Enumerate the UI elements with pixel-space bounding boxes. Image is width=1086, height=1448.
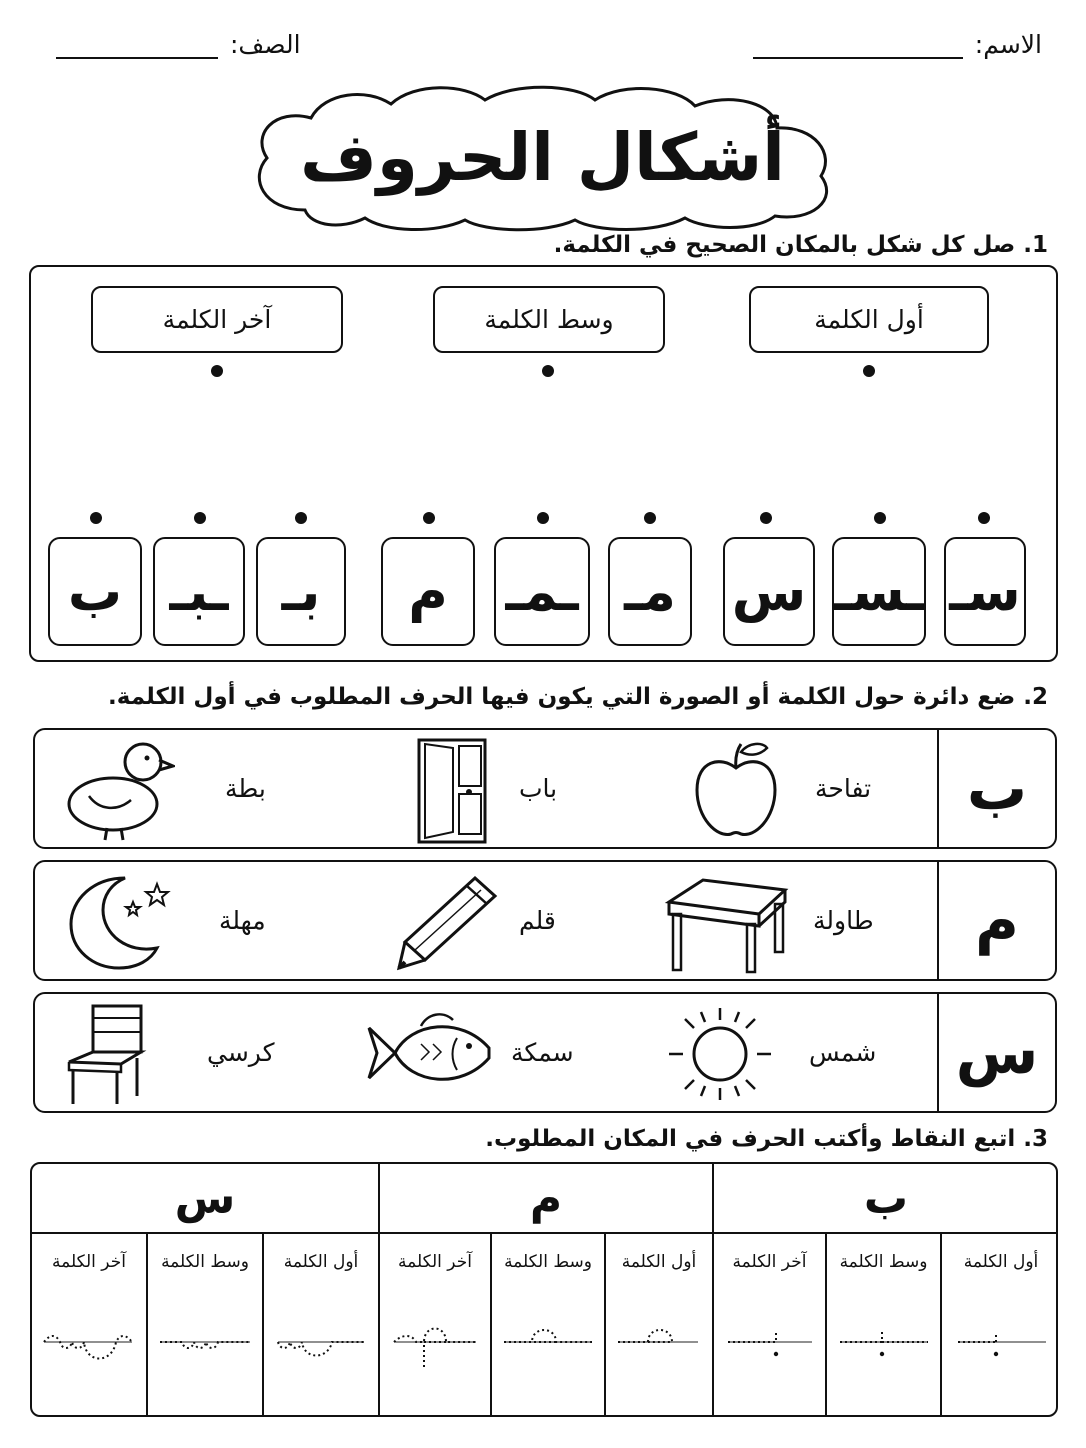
class-field[interactable] (56, 30, 301, 59)
moon-icon[interactable] (65, 872, 173, 972)
tile-dot[interactable] (537, 512, 549, 524)
letter-tile: بـ (256, 537, 346, 646)
trace-meem-initial (618, 1330, 672, 1342)
duck-icon[interactable] (59, 736, 175, 844)
position-box-middle: وسط الكلمة (433, 286, 665, 353)
instruction-3: 3. اتبع النقاط وأكتب الحرف في المكان المطلوب. (485, 1126, 1048, 1152)
connect-dot-last[interactable] (211, 365, 223, 377)
tile-dot[interactable] (644, 512, 656, 524)
instruction-2: 2. ضع دائرة حول الكلمة أو الصورة التي يكون فيها الحرف المطلوب في أول الكلمة. (108, 684, 1048, 710)
group-letter-m: م (529, 1172, 563, 1224)
class-label: الصف: (230, 30, 301, 59)
letter-row-m (33, 860, 1057, 981)
pos-label: وسط الكلمة (839, 1252, 928, 1272)
word-door[interactable]: باب (519, 774, 558, 803)
pos-label: أول الكلمة (621, 1252, 697, 1272)
pos-label: وسط الكلمة (504, 1252, 592, 1272)
letter-tile: ب (48, 537, 142, 646)
row-letter: س (937, 994, 1055, 1111)
fish-icon[interactable] (365, 1008, 495, 1098)
instruction-1: 1. صل كل شكل بالمكان الصحيح في الكلمة. (553, 232, 1048, 258)
trace-seen-medial (160, 1342, 250, 1348)
title-cloud (245, 82, 840, 232)
group-letter-s: س (174, 1172, 236, 1224)
tracing-table (30, 1162, 1058, 1417)
matching-panel (29, 265, 1058, 662)
tracing-guides[interactable] (32, 1164, 1058, 1417)
word-table[interactable]: طاولة (813, 906, 874, 935)
tile-dot[interactable] (295, 512, 307, 524)
word-sun[interactable]: شمس (809, 1038, 877, 1067)
tile-dot[interactable] (194, 512, 206, 524)
trace-seen-final (44, 1336, 132, 1359)
name-line[interactable] (753, 33, 963, 59)
pencil-icon[interactable] (395, 874, 499, 972)
tile-dot[interactable] (760, 512, 772, 524)
trace-ba-initial (958, 1332, 996, 1342)
tile-dot[interactable] (90, 512, 102, 524)
trace-meem-final (394, 1329, 476, 1371)
word-fish[interactable]: سمكة (511, 1038, 574, 1067)
tile-dot[interactable] (978, 512, 990, 524)
table-icon[interactable] (663, 874, 789, 974)
letter-tile: سـ (944, 537, 1026, 646)
class-line[interactable] (56, 33, 218, 59)
letter-row-b (33, 728, 1057, 849)
letter-tile: ـمـ (494, 537, 590, 646)
word-apple[interactable]: تفاحة (815, 774, 872, 803)
apple-icon[interactable] (691, 738, 781, 842)
chair-icon[interactable] (65, 1002, 149, 1108)
pos-label: أول الكلمة (963, 1252, 1039, 1272)
trace-ba-medial (840, 1330, 928, 1342)
tile-dot[interactable] (874, 512, 886, 524)
letter-tile: م (381, 537, 475, 646)
position-box-first: أول الكلمة (749, 286, 989, 353)
door-icon[interactable] (413, 736, 493, 846)
word-duck[interactable]: بطة (225, 774, 266, 803)
position-box-last: آخر الكلمة (91, 286, 343, 353)
trace-dot (774, 1352, 778, 1356)
word-chair[interactable]: كرسي (207, 1038, 275, 1067)
trace-dot (880, 1352, 884, 1356)
page-title: أشكال الحروف (300, 118, 785, 196)
letter-row-s (33, 992, 1057, 1113)
connect-dot-middle[interactable] (542, 365, 554, 377)
pos-label: آخر الكلمة (732, 1252, 807, 1272)
trace-meem-medial (504, 1330, 592, 1342)
trace-seen-initial (278, 1342, 364, 1356)
sun-icon[interactable] (665, 1004, 775, 1104)
row-letter: م (937, 862, 1055, 979)
word-pencil[interactable]: قلم (519, 906, 556, 935)
letter-tile: مـ (608, 537, 692, 646)
group-letter-b: ب (863, 1172, 909, 1224)
connect-dot-first[interactable] (863, 365, 875, 377)
trace-dot (994, 1352, 998, 1356)
letter-tile: س (723, 537, 815, 646)
trace-ba-final (728, 1330, 776, 1342)
tile-dot[interactable] (423, 512, 435, 524)
pos-label: آخر الكلمة (398, 1252, 472, 1272)
name-field[interactable] (753, 30, 1042, 59)
word-mahla[interactable]: مهلة (219, 906, 266, 935)
pos-label: وسط الكلمة (161, 1252, 249, 1272)
row-letter: ب (937, 730, 1055, 847)
pos-label: آخر الكلمة (52, 1252, 126, 1272)
letter-tile: ـسـ (832, 537, 926, 646)
name-label: الاسم: (974, 30, 1042, 59)
letter-tile: ـبـ (153, 537, 245, 646)
pos-label: أول الكلمة (283, 1252, 359, 1272)
